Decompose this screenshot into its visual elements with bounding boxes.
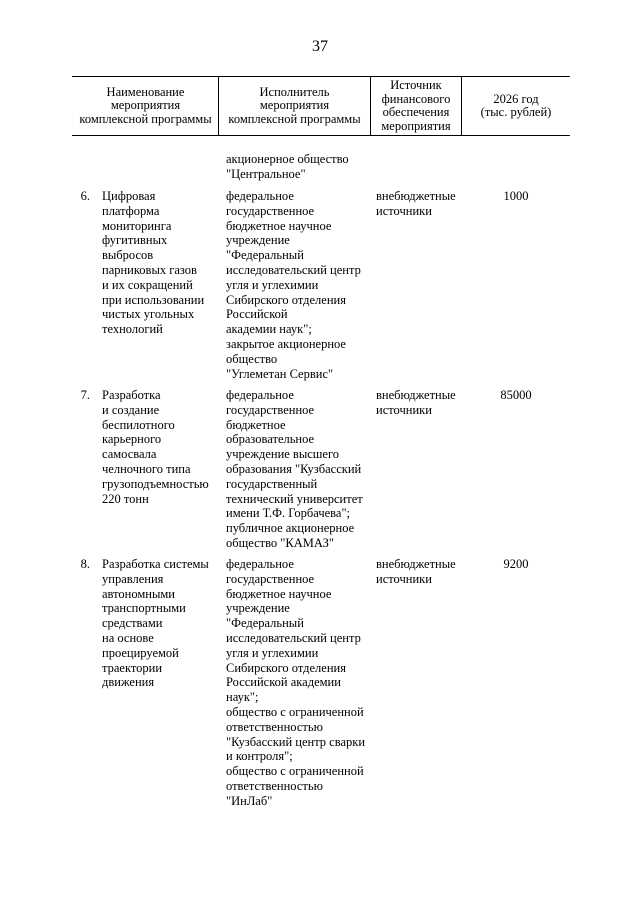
- row-source: внебюджетные источники: [376, 388, 456, 417]
- row-executor: федеральное государственное бюджетное научное учреждение "Федеральный исследовательский центр угля и углехимии Сибирского отделения Российской академии наук"; закрытое акционерное общество "Углеметан Сервис": [226, 189, 361, 381]
- column-divider: [461, 76, 462, 135]
- page-number: 37: [312, 38, 328, 55]
- continued-executor: акционерное общество "Центральное": [226, 152, 349, 181]
- row-amount: 9200: [503, 557, 529, 571]
- row-number: 8.: [80, 557, 90, 571]
- row-executor: федеральное государственное бюджетное научное учреждение "Федеральный исследовательский центр угля и углехимии Сибирского отделения Российской академии наук"; общество с ограниченной ответственностью "Кузбасский центр сварки и контроля"; общество с ограниченной ответственностью "ИнЛаб": [226, 557, 366, 808]
- row-executor: федеральное государственное бюджетное образовательное учреждение высшего образования "Кузбасский государственный технический университет имени Т.Ф. Горбачева"; публичное акционерное общество "КАМАЗ": [226, 388, 363, 550]
- header-executor: Исполнитель мероприятия комплексной программы: [228, 84, 361, 126]
- column-divider: [370, 76, 371, 135]
- header-source: Источник финансового обеспечения мероприятия: [381, 78, 451, 133]
- header-amount: 2026 год (тыс. рублей): [480, 91, 552, 119]
- row-source: внебюджетные источники: [376, 557, 456, 586]
- row-amount: 85000: [500, 388, 532, 402]
- row-name: Цифровая платформа мониторинга фугитивных выбросов парниковых газов и их сокращений при использовании чистых угольных технологий: [102, 189, 205, 337]
- row-source: внебюджетные источники: [376, 189, 456, 218]
- row-name: Разработка и создание беспилотного карьерного самосвала челночного типа грузоподъемностью 220 тонн: [102, 388, 209, 506]
- row-number: 6.: [80, 189, 90, 203]
- row-amount: 1000: [503, 189, 529, 203]
- table-header-top-rule: [72, 76, 570, 77]
- row-name: Разработка системы управления автономными транспортными средствами на основе проецируемой траектории движения: [102, 557, 209, 690]
- column-divider: [218, 76, 219, 135]
- table-header-bottom-rule: [72, 135, 570, 136]
- row-number: 7.: [80, 388, 90, 402]
- header-name: Наименование мероприятия комплексной программы: [79, 84, 212, 126]
